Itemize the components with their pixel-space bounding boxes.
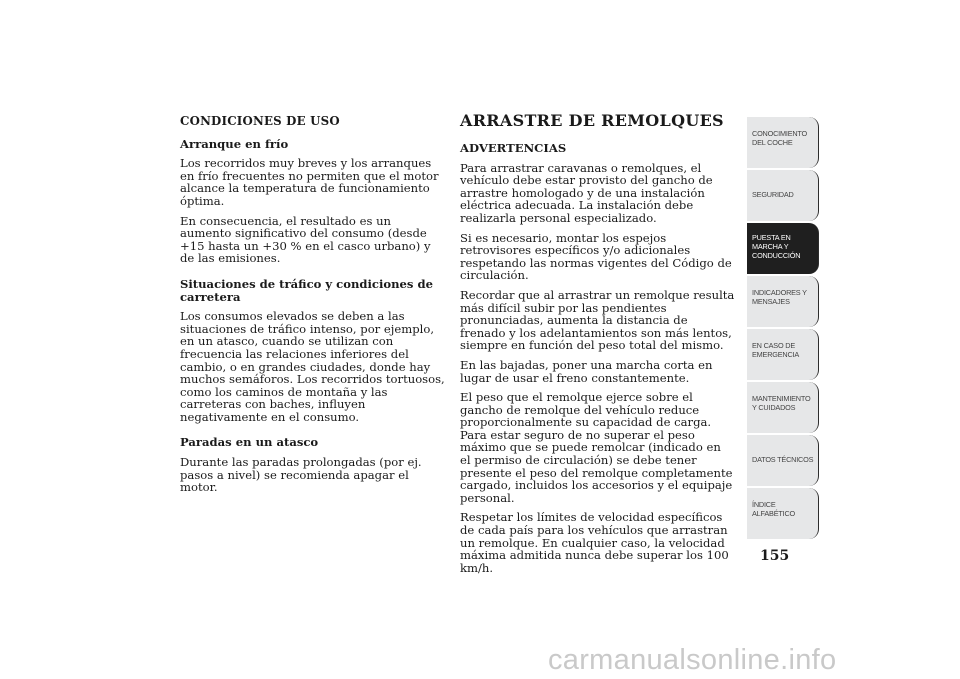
paragraph: Recordar que al arrastrar un remolque resulta más difícil subir por las pendientes pronunciadas, aumenta la distancia de frenado y los adelantamientos son más lentos, siempre en función del peso total del mismo.: [460, 287, 735, 353]
tab-seguridad[interactable]: SEGURIDAD: [747, 170, 819, 221]
tab-emergencia[interactable]: EN CASO DE EMERGENCIA: [747, 329, 819, 380]
section-title: ARRASTRE DE REMOLQUES: [460, 111, 724, 130]
paragraph: Durante las paradas prolongadas (por ej. pasos a nivel) se recomienda apagar el motor.: [180, 455, 422, 495]
chapter-tabs: [747, 117, 819, 541]
paragraph: Los recorridos muy breves y los arranques en frío frecuentes no permiten que el motor alcance la temperatura de funcionamiento óptima.: [180, 156, 439, 208]
heading-warnings: ADVERTENCIAS: [460, 141, 567, 155]
tab-puesta-en-marcha[interactable]: PUESTA EN MARCHA Y CONDUCCIÓN: [747, 223, 819, 274]
paragraph: Respetar los límites de velocidad específicos de cada país para los vehículos que arrastran un remolque. En cualquier caso, la velocidad máxima admitida nunca debe superar los 100 km/h.: [460, 510, 729, 575]
watermark: carmanualsonline.info: [548, 644, 837, 676]
heading-stops: Paradas en un atasco: [180, 435, 319, 450]
tab-mantenimiento[interactable]: MANTENIMIENTO Y CUIDADOS: [747, 382, 819, 433]
tab-indice[interactable]: ÍNDICE ALFABÉTICO: [747, 488, 819, 539]
section-kicker: CONDICIONES DE USO: [180, 114, 340, 128]
paragraph: Los consumos elevados se deben a las situaciones de tráfico intenso, por ejemplo, en un atasco, cuando se utilizan con frecuencia las relaciones inferiores del cambio, o en grandes ciudades, donde hay muchos semáforos. Los recorridos tortuosos, como los caminos de montaña y las carreteras con baches, influyen negativamente en el consumo.: [180, 309, 445, 424]
heading-cold-start: Arranque en frío: [180, 136, 289, 151]
paragraph: En las bajadas, poner una marcha corta en lugar de usar el freno constantemente.: [460, 357, 713, 385]
tab-indicadores[interactable]: INDICADORES Y MENSAJES: [747, 276, 819, 327]
paragraph: Si es necesario, montar los espejos retrovisores específicos y/o adicionales respetando las normas vigentes del Código de circulación.: [460, 230, 732, 283]
page-number: 155: [760, 548, 790, 564]
tab-datos-tecnicos[interactable]: DATOS TÉCNICOS: [747, 435, 819, 486]
paragraph: Para arrastrar caravanas o remolques, el vehículo debe estar provisto del gancho de arrastre homologado y de una instalación eléctrica adecuada. La instalación debe realizarla personal especializado.: [460, 160, 713, 225]
paragraph: En consecuencia, el resultado es un aumento significativo del consumo (desde +15 hasta un +30 % en el casco urbano) y de las emisiones.: [180, 213, 431, 266]
tab-conocimiento[interactable]: CONOCIMIENTO DEL COCHE: [747, 117, 819, 168]
left-column: [180, 112, 445, 501]
paragraph: El peso que el remolque ejerce sobre el gancho de remolque del vehículo reduce proporcionalmente su capacidad de carga. Para estar seguro de no superar el peso máximo que se puede remolcar (indicado en el permiso de circulación) se debe tener presente el peso del remolque completamente cargado, incluidos los accesorios y el equipaje personal.: [460, 390, 733, 505]
right-column: [460, 112, 735, 581]
heading-traffic: Situaciones de tráfico y condiciones de carretera: [180, 276, 433, 304]
